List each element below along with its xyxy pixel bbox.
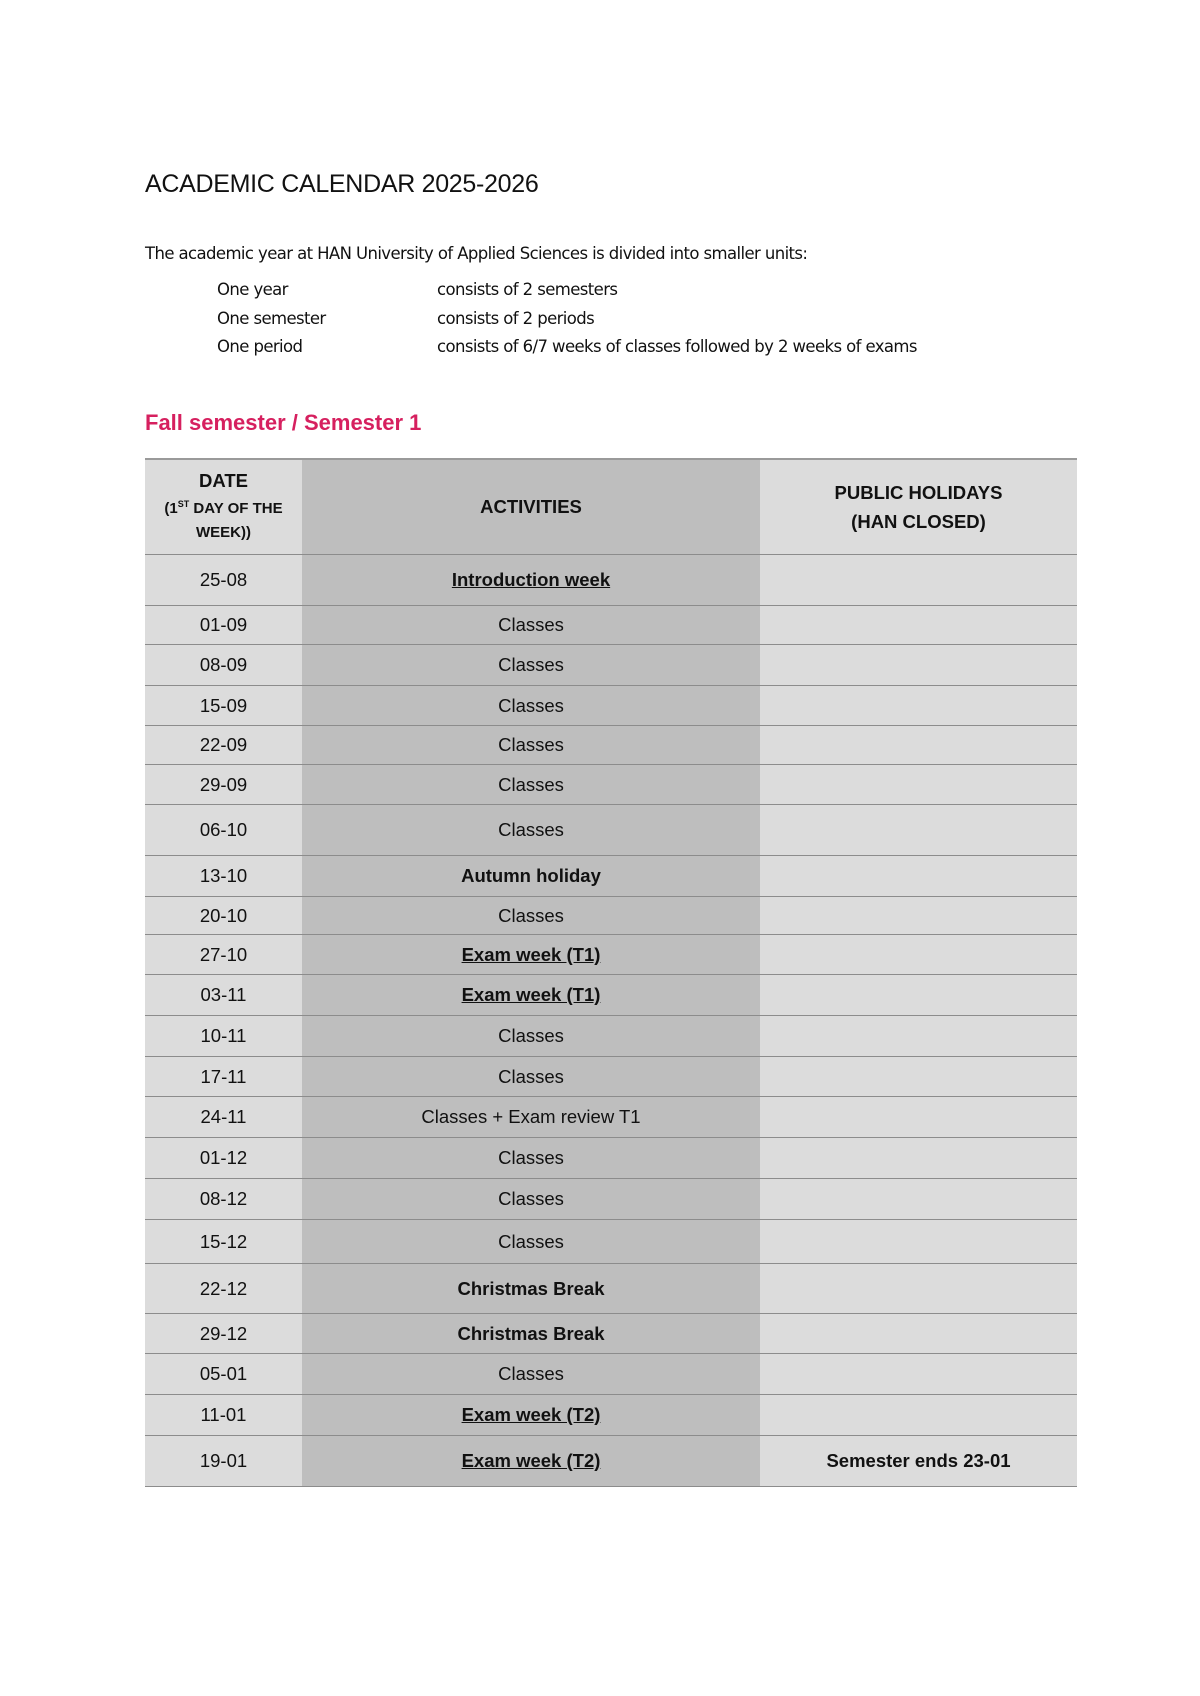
holiday-cell: [760, 975, 1077, 1015]
holiday-cell: [760, 726, 1077, 764]
page-title: ACADEMIC CALENDAR 2025-2026: [145, 170, 539, 198]
date-cell: 06-10: [145, 805, 302, 855]
holiday-cell: [760, 897, 1077, 934]
date-cell: 17-11: [145, 1057, 302, 1096]
table-row: [145, 686, 1077, 726]
activity-cell: Classes: [302, 1057, 760, 1096]
date-cell: 01-12: [145, 1138, 302, 1178]
table-row: [145, 1016, 1077, 1057]
table-row: [145, 726, 1077, 765]
table-row: [145, 1436, 1077, 1487]
activity-cell: Exam week (T2): [302, 1395, 760, 1435]
table-row: [145, 1057, 1077, 1097]
table-row: [145, 1354, 1077, 1395]
activity-cell: Classes: [302, 1179, 760, 1219]
date-cell: 25-08: [145, 555, 302, 605]
date-cell: 08-09: [145, 645, 302, 685]
table-row: [145, 1220, 1077, 1264]
header-holidays: PUBLIC HOLIDAYS (HAN CLOSED): [760, 460, 1077, 554]
table-row: [145, 555, 1077, 606]
table-row: [145, 1138, 1077, 1179]
activity-cell: Classes: [302, 1220, 760, 1263]
activity-cell: Exam week (T2): [302, 1436, 760, 1486]
unit-term: One period: [217, 337, 303, 356]
table-row: [145, 805, 1077, 856]
activity-cell: Classes + Exam review T1: [302, 1097, 760, 1137]
holiday-cell: [760, 1264, 1077, 1313]
table-row: [145, 1179, 1077, 1220]
table-row: [145, 645, 1077, 686]
units-list: [217, 280, 917, 366]
date-cell: 20-10: [145, 897, 302, 934]
activity-cell: Classes: [302, 606, 760, 644]
activity-cell: Christmas Break: [302, 1264, 760, 1313]
table-row: [145, 606, 1077, 645]
header-date: [145, 460, 302, 554]
table-row: [145, 935, 1077, 975]
date-cell: 13-10: [145, 856, 302, 896]
unit-term: One semester: [217, 308, 326, 328]
table-row: [145, 1097, 1077, 1138]
activity-cell: Exam week (T1): [302, 935, 760, 974]
activity-cell: Classes: [302, 897, 760, 934]
table-body: [145, 555, 1077, 1487]
date-cell: 03-11: [145, 975, 302, 1015]
date-cell: 08-12: [145, 1179, 302, 1219]
holiday-cell: [760, 1314, 1077, 1353]
holiday-cell: [760, 645, 1077, 685]
date-cell: 05-01: [145, 1354, 302, 1394]
holiday-cell: [760, 1179, 1077, 1219]
holiday-cell: [760, 606, 1077, 644]
holiday-cell: [760, 1395, 1077, 1435]
activity-cell: Classes: [302, 1016, 760, 1056]
table-row: [145, 856, 1077, 897]
unit-desc: consists of 2 semesters: [437, 280, 618, 299]
holiday-cell: [760, 1016, 1077, 1056]
unit-desc: consists of 2 periods: [437, 308, 595, 328]
activity-cell: Christmas Break: [302, 1314, 760, 1353]
holiday-cell: [760, 1057, 1077, 1096]
date-cell: 15-12: [145, 1220, 302, 1263]
table-row: [145, 1264, 1077, 1314]
intro-text: The academic year at HAN University of Applied Sciences is divided into smaller units:: [145, 244, 808, 263]
unit-row-period: [217, 337, 917, 366]
holiday-cell: [760, 1354, 1077, 1394]
unit-row-semester: [217, 309, 917, 338]
date-cell: 15-09: [145, 686, 302, 725]
table-row: [145, 897, 1077, 935]
date-cell: 29-09: [145, 765, 302, 804]
holiday-cell: [760, 765, 1077, 804]
holiday-cell: [760, 686, 1077, 725]
date-cell: 19-01: [145, 1436, 302, 1486]
holiday-cell: [760, 935, 1077, 974]
holiday-cell: [760, 555, 1077, 605]
table-row: [145, 765, 1077, 805]
activity-cell: Introduction week: [302, 555, 760, 605]
unit-row-year: [217, 280, 917, 309]
calendar-table: [145, 458, 1077, 1487]
date-cell: 29-12: [145, 1314, 302, 1353]
date-cell: 01-09: [145, 606, 302, 644]
header-date-title: DATE: [199, 469, 248, 491]
activity-cell: Classes: [302, 1138, 760, 1178]
activity-cell: Classes: [302, 686, 760, 725]
activity-cell: Classes: [302, 765, 760, 804]
activity-cell: Exam week (T1): [302, 975, 760, 1015]
section-heading: Fall semester / Semester 1: [145, 410, 422, 435]
holiday-cell: [760, 805, 1077, 855]
unit-desc: consists of 6/7 weeks of classes followed by 2 weeks of exams: [437, 337, 917, 356]
activity-cell: Autumn holiday: [302, 856, 760, 896]
date-cell: 10-11: [145, 1016, 302, 1056]
date-cell: 27-10: [145, 935, 302, 974]
date-cell: 24-11: [145, 1097, 302, 1137]
header-activities: ACTIVITIES: [302, 460, 760, 554]
holiday-cell: [760, 1220, 1077, 1263]
activity-cell: Classes: [302, 805, 760, 855]
holiday-cell: [760, 1097, 1077, 1137]
holiday-cell: [760, 1138, 1077, 1178]
date-cell: 22-12: [145, 1264, 302, 1313]
header-date-subtitle: (1ST DAY OF THE WEEK)): [164, 498, 283, 541]
activity-cell: Classes: [302, 726, 760, 764]
table-row: [145, 975, 1077, 1016]
holiday-cell: [760, 856, 1077, 896]
table-header-row: [145, 460, 1077, 555]
holiday-cell: Semester ends 23-01: [760, 1436, 1077, 1486]
activity-cell: Classes: [302, 1354, 760, 1394]
date-cell: 22-09: [145, 726, 302, 764]
unit-term: One year: [217, 280, 288, 299]
table-row: [145, 1314, 1077, 1354]
table-row: [145, 1395, 1077, 1436]
activity-cell: Classes: [302, 645, 760, 685]
date-cell: 11-01: [145, 1395, 302, 1435]
